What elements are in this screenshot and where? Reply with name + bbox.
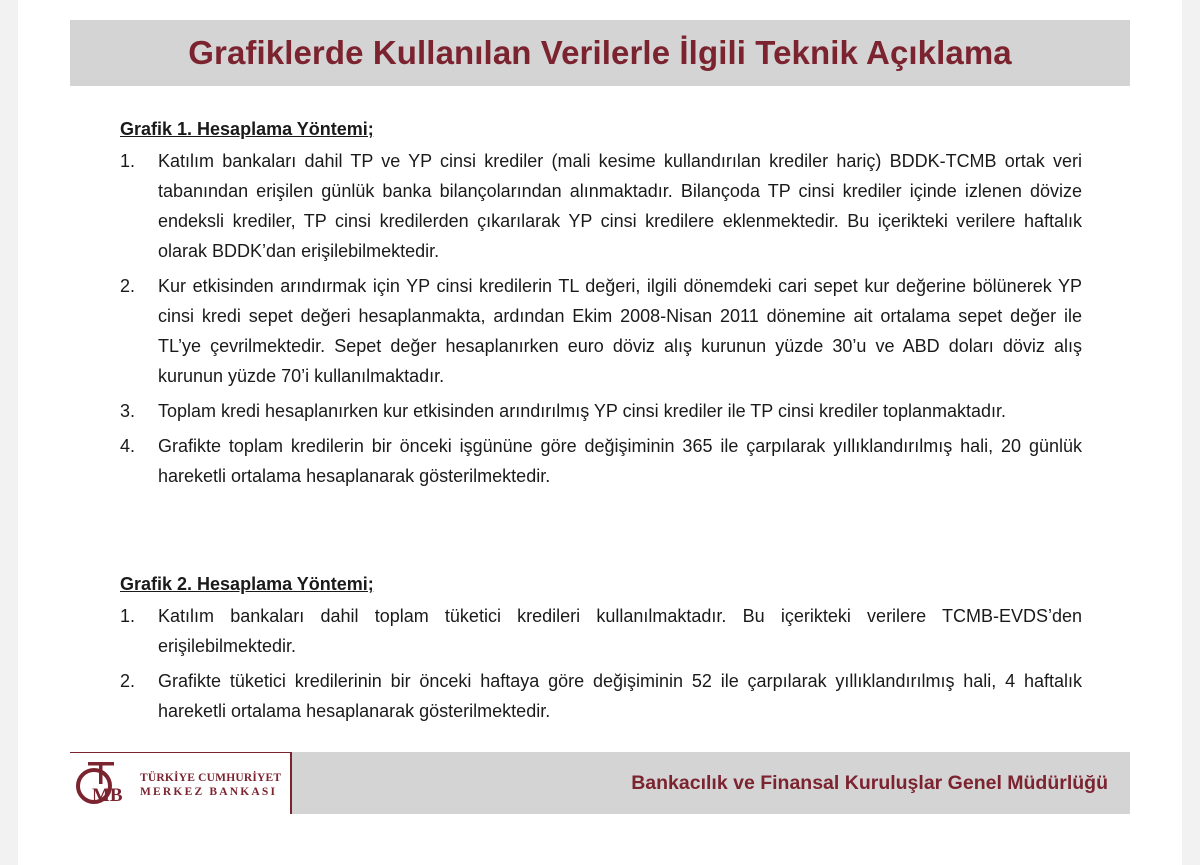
department-name: Bankacılık ve Finansal Kuruluşlar Genel Müdürlüğü bbox=[631, 772, 1108, 794]
list-item bbox=[120, 666, 1082, 726]
item-text: Katılım bankaları dahil toplam tüketici kredileri kullanılmaktadır. Bu içerikteki verilere TCMB-EVDS’den erişilebilmektedir. bbox=[158, 606, 1082, 656]
footer-bar bbox=[70, 752, 1130, 814]
list-item bbox=[120, 271, 1082, 391]
bank-name-line2: MERKEZ BANKASI bbox=[140, 786, 278, 798]
list-item bbox=[120, 396, 1082, 426]
item-number: 4. bbox=[120, 436, 136, 456]
item-number: 2. bbox=[120, 276, 136, 296]
item-text: Grafikte tüketici kredilerinin bir önceki haftaya göre değişiminin 52 ile çarpılarak yıllıklandırılmış hali, 4 haftalık hareketli ortalama hesaplanarak gösterilmektedir. bbox=[158, 671, 1082, 721]
section-heading: Grafik 1. Hesaplama Yöntemi; bbox=[120, 119, 374, 139]
item-text: Grafikte toplam kredilerin bir önceki işgününe göre değişiminin 365 ile çarpılarak yıllıklandırılmış hali, 20 günlük hareketli ortalama hesaplanarak gösterilmektedir. bbox=[158, 436, 1082, 486]
item-text: Toplam kredi hesaplanırken kur etkisinden arındırılmış YP cinsi krediler ile TP cinsi krediler toplanmaktadır. bbox=[158, 401, 1007, 421]
document-page bbox=[18, 0, 1182, 865]
item-number: 1. bbox=[120, 606, 136, 626]
bank-name bbox=[140, 771, 281, 799]
list-item bbox=[120, 601, 1082, 661]
bank-logo bbox=[70, 752, 292, 814]
numbered-list bbox=[120, 146, 1082, 491]
bank-name-line1: TÜRKİYE CUMHURİYET bbox=[140, 772, 282, 784]
section-heading: Grafik 2. Hesaplama Yöntemi; bbox=[120, 574, 374, 594]
item-number: 1. bbox=[120, 151, 136, 171]
item-number: 2. bbox=[120, 671, 136, 691]
numbered-list bbox=[120, 601, 1082, 726]
svg-text:MB: MB bbox=[92, 785, 123, 806]
list-item bbox=[120, 146, 1082, 266]
item-number: 3. bbox=[120, 401, 136, 421]
item-text: Kur etkisinden arındırmak için YP cinsi kredilerin TL değeri, ilgili dönemdeki cari sepet kur değerine bölünerek YP cinsi kredi sepet değeri hesaplanmakta, ardından Ekim 2008-Nisan 2011 dönemine ait ortalama sepet değer ile TL’ye çevrilmektedir. Sepet değer hesaplanırken euro döviz alış kurunun yüzde 30’u ve ABD doları döviz alış kurunun yüzde 70’i kullanılmaktadır. bbox=[158, 276, 1082, 386]
document-title: Grafiklerde Kullanılan Verilerle İlgili Teknik Açıklama bbox=[188, 34, 1012, 71]
section-grafik-1 bbox=[120, 117, 1082, 496]
list-item bbox=[120, 431, 1082, 491]
item-text: Katılım bankaları dahil TP ve YP cinsi krediler (mali kesime kullandırılan krediler hariç) BDDK-TCMB ortak veri tabanından erişilen günlük banka bilançolarından alınmaktadır. Bilançoda TP cinsi krediler içinde izlenen dövize endeksli krediler, TP cinsi kredilerden çıkarılarak YP cinsi kredilere eklenmektedir. Bu içerikteki verilere haftalık olarak BDDK’dan erişilebilmektedir. bbox=[158, 151, 1082, 261]
section-grafik-2 bbox=[120, 572, 1082, 731]
tcmb-logo-icon bbox=[72, 760, 130, 808]
title-bar bbox=[70, 20, 1130, 86]
